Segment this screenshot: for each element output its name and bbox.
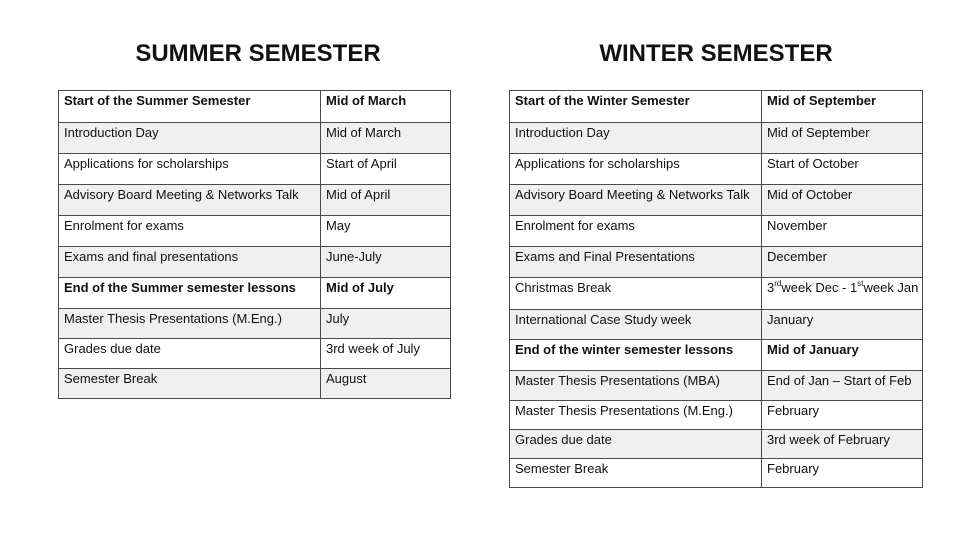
event-cell: Semester Break: [59, 369, 321, 399]
date-cell: Mid of July: [321, 278, 451, 309]
event-cell: Advisory Board Meeting & Networks Talk: [59, 185, 321, 216]
date-cell: February: [762, 401, 923, 430]
date-cell: June-July: [321, 247, 451, 278]
date-cell: July: [321, 309, 451, 339]
event-cell: Master Thesis Presentations (M.Eng.): [510, 401, 762, 430]
table-row: [510, 310, 923, 340]
date-cell: 3rd week of July: [321, 339, 451, 369]
date-part: week Jan: [863, 280, 919, 295]
date-cell: Mid of October: [762, 185, 923, 216]
event-cell: Grades due date: [59, 339, 321, 369]
table-row: [510, 459, 923, 488]
date-cell: Mid of March: [321, 91, 451, 123]
event-cell: Applications for scholarships: [59, 154, 321, 185]
summer-semester-title: SUMMER SEMESTER: [135, 40, 381, 67]
date-cell: November: [762, 216, 923, 247]
event-cell: Advisory Board Meeting & Networks Talk: [510, 185, 762, 216]
date-part: week Dec - 1: [781, 280, 858, 295]
date-cell: Mid of March: [321, 123, 451, 154]
table-row: [510, 278, 923, 310]
table-row: [510, 340, 923, 371]
table-row: [59, 185, 451, 216]
table-row: [59, 154, 451, 185]
event-cell: Applications for scholarships: [510, 154, 762, 185]
table-row: [59, 278, 451, 309]
event-cell: Start of the Summer Semester: [59, 91, 321, 123]
date-cell: February: [762, 459, 923, 488]
winter-semester-table: [509, 90, 923, 488]
event-cell: Christmas Break: [510, 278, 762, 310]
event-cell: Exams and Final Presentations: [510, 247, 762, 278]
date-cell: [762, 278, 923, 310]
event-cell: End of the Summer semester lessons: [59, 278, 321, 309]
table-row: [59, 247, 451, 278]
table-row: [59, 91, 451, 123]
table-row: [510, 401, 923, 430]
date-cell: Start of April: [321, 154, 451, 185]
event-cell: Enrolment for exams: [59, 216, 321, 247]
table-row: [59, 123, 451, 154]
table-row: [510, 247, 923, 278]
event-cell: Master Thesis Presentations (MBA): [510, 371, 762, 401]
date-cell: Mid of September: [762, 91, 923, 123]
table-row: [59, 216, 451, 247]
table-row: [59, 369, 451, 399]
date-cell: Mid of September: [762, 123, 923, 154]
summer-semester-table: [58, 90, 451, 399]
date-cell: August: [321, 369, 451, 399]
table-row: [510, 216, 923, 247]
table-row: [510, 430, 923, 459]
event-cell: End of the winter semester lessons: [510, 340, 762, 371]
date-cell: January: [762, 310, 923, 340]
date-cell: Start of October: [762, 154, 923, 185]
date-cell: Mid of April: [321, 185, 451, 216]
table-row: [510, 371, 923, 401]
table-row: [510, 154, 923, 185]
date-cell: May: [321, 216, 451, 247]
event-cell: International Case Study week: [510, 310, 762, 340]
event-cell: Introduction Day: [59, 123, 321, 154]
event-cell: Exams and final presentations: [59, 247, 321, 278]
table-row: [510, 123, 923, 154]
ordinal-suffix: rd: [774, 278, 782, 288]
table-row: [510, 91, 923, 123]
table-row: [59, 309, 451, 339]
date-cell: End of Jan – Start of Feb: [762, 371, 923, 401]
ordinal-suffix: st: [857, 278, 864, 288]
date-cell: 3rd week of February: [762, 430, 923, 459]
event-cell: Grades due date: [510, 430, 762, 459]
date-cell: Mid of January: [762, 340, 923, 371]
date-cell: December: [762, 247, 923, 278]
date-part: 3: [767, 280, 775, 295]
event-cell: Semester Break: [510, 459, 762, 488]
winter-semester-title: WINTER SEMESTER: [599, 40, 833, 67]
event-cell: Start of the Winter Semester: [510, 91, 762, 123]
event-cell: Introduction Day: [510, 123, 762, 154]
table-row: [59, 339, 451, 369]
event-cell: Master Thesis Presentations (M.Eng.): [59, 309, 321, 339]
event-cell: Enrolment for exams: [510, 216, 762, 247]
table-row: [510, 185, 923, 216]
